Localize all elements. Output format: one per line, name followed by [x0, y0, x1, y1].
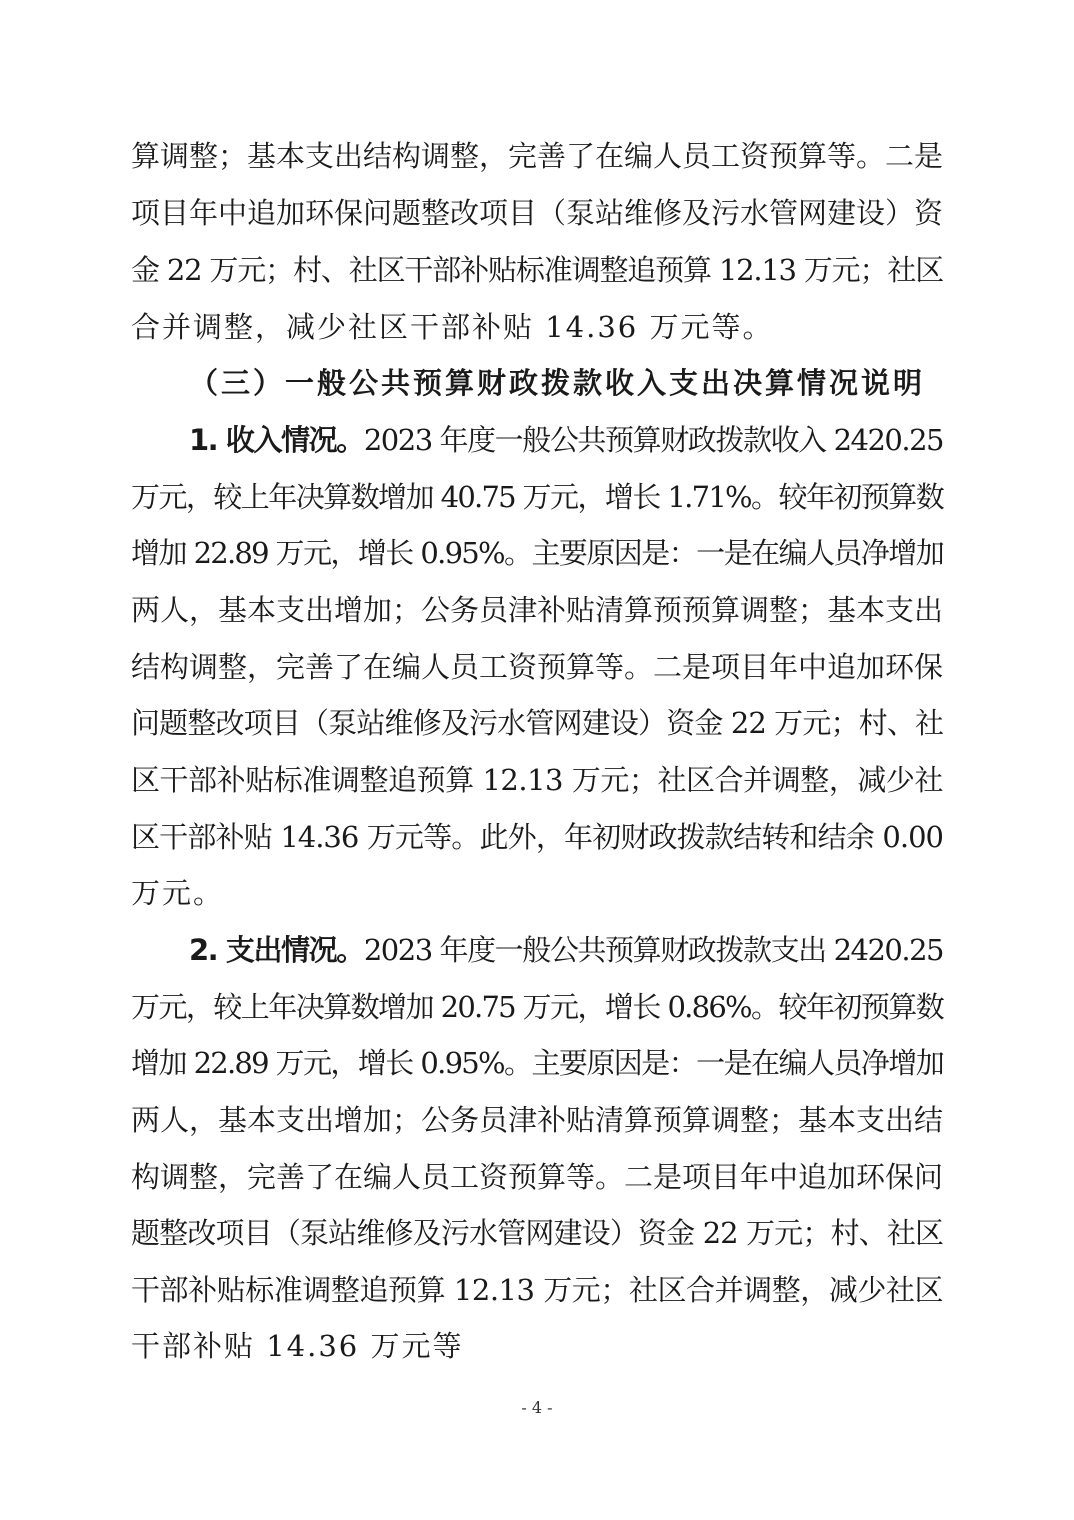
income-line: 区干部补贴标准调整追预算 12.13 万元；社区合并调整，减少社	[131, 763, 943, 797]
expense-line: 增加 22.89 万元，增长 0.95%。主要原因是：一是在编人员净增加	[131, 1046, 943, 1080]
income-line: 万元，较上年决算数增加 40.75 万元，增长 1.71%。较年初预算数	[131, 480, 943, 514]
section-heading: （三）一般公共预算财政拨款收入支出决算情况说明	[189, 366, 926, 400]
intro-line: 项目年中追加环保问题整改项目（泵站维修及污水管网建设）资	[131, 196, 944, 230]
expense-line: 干部补贴标准调整追预算 12.13 万元；社区合并调整，减少社区	[131, 1273, 943, 1307]
expense-first-line	[189, 930, 943, 970]
expense-line: 万元，较上年决算数增加 20.75 万元，增长 0.86%。较年初预算数	[131, 990, 943, 1024]
expense-line: 构调整，完善了在编人员工资预算等。二是项目年中追加环保问	[131, 1160, 944, 1194]
income-line: 结构调整，完善了在编人员工资预算等。二是项目年中追加环保	[131, 650, 944, 684]
income-line: 问题整改项目（泵站维修及污水管网建设）资金 22 万元；村、社	[131, 706, 943, 740]
income-line: 万元。	[131, 876, 225, 910]
expense-line: 干部补贴 14.36 万元等	[131, 1329, 464, 1363]
income-line: 两人，基本支出增加；公务员津补贴清算预预算调整；基本支出	[131, 593, 944, 627]
expense-line: 两人，基本支出增加；公务员津补贴清算预算调整；基本支出结	[131, 1103, 944, 1137]
expense-line: 题整改项目（泵站维修及污水管网建设）资金 22 万元；村、社区	[131, 1216, 943, 1250]
intro-line: 算调整；基本支出结构调整，完善了在编人员工资预算等。二是	[131, 139, 944, 173]
intro-line: 金 22 万元；村、社区干部补贴标准调整追预算 12.13 万元；社区	[131, 253, 943, 287]
intro-line: 合并调整，减少社区干部补贴 14.36 万元等。	[131, 310, 774, 344]
income-lead: 1. 收入情况。	[189, 423, 364, 457]
page-number: - 4 -	[521, 1398, 553, 1417]
expense-first-line-text: 2023 年度一般公共预算财政拨款支出 2420.25	[363, 933, 943, 967]
income-first-line	[189, 420, 943, 460]
expense-lead: 2. 支出情况。	[189, 933, 364, 967]
income-line: 增加 22.89 万元，增长 0.95%。主要原因是：一是在编人员净增加	[131, 536, 943, 570]
income-first-line-text: 2023 年度一般公共预算财政拨款收入 2420.25	[363, 423, 943, 457]
income-line: 区干部补贴 14.36 万元等。此外，年初财政拨款结转和结余 0.00	[131, 820, 943, 854]
